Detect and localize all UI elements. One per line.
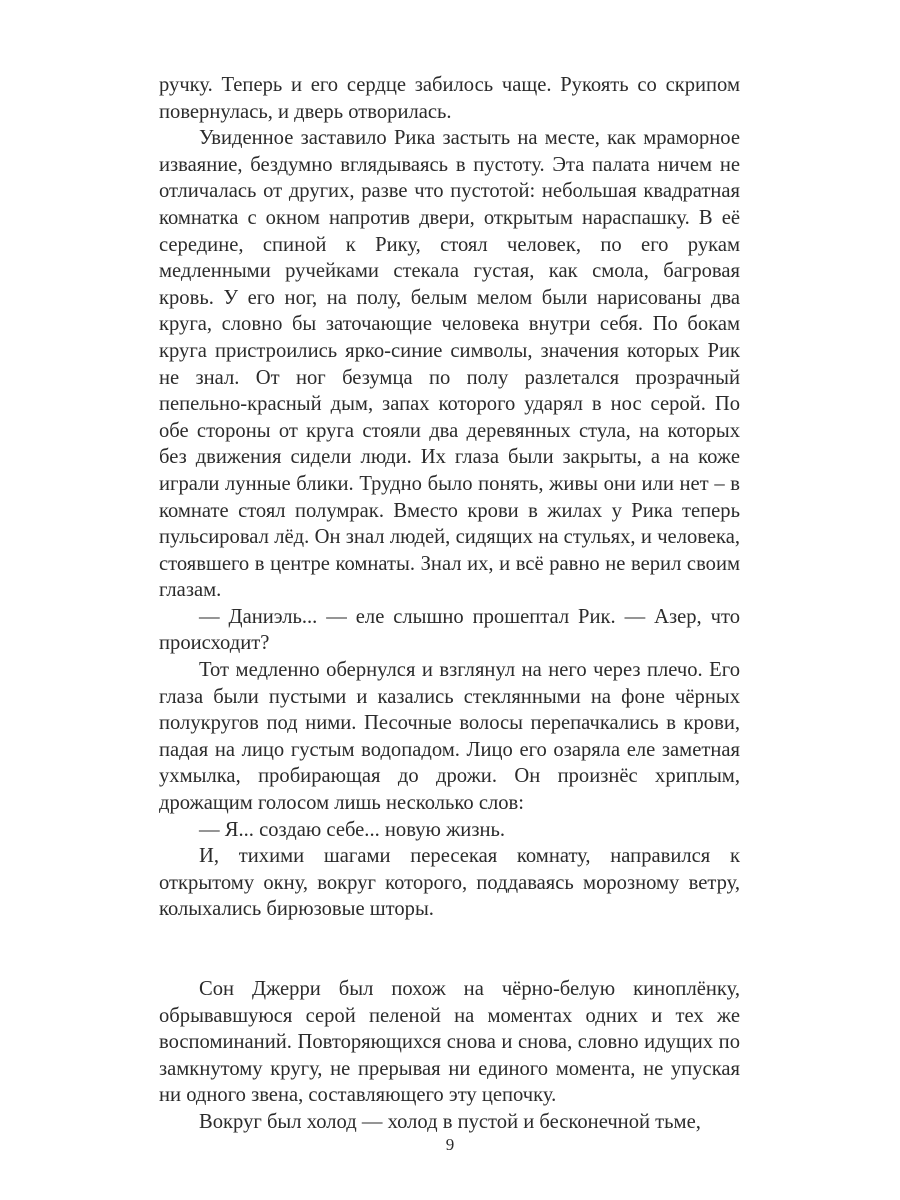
page-number: 9 (445, 1135, 455, 1154)
paragraph-cold: Вокруг был холод — холод в пустой и бесконечной тьме, (199, 1110, 701, 1133)
paragraph-dialogue-rick: — Даниэль... — еле слышно прошептал Рик. — Азер, что происходит? (159, 605, 740, 655)
paragraph-jerry-dream: Сон Джерри был похож на чёрно-белую киноплёнку, обрывавшуюся серой пеленой на моментах одних и тех же воспоминаний. Повторяющихся снова и снова, словно идущих по замкнутому кругу, не прерывая ни единого момента, не упуская ни одного звена, составляющего эту цепочку. (159, 978, 740, 1107)
paragraph-continuation: ручку. Теперь и его сердце забилось чаще. Рукоять со скрипом повернулась, и дверь отворилась. (159, 74, 740, 123)
paragraph-dialogue-new-life: — Я... создаю себе... новую жизнь. (199, 818, 506, 841)
paragraph-to-window: И, тихими шагами пересекая комнату, направился к открытому окну, вокруг которого, поддаваясь морозному ветру, колыхались бирюзовые шторы. (159, 845, 740, 921)
paragraph-turn-around: Тот медленно обернулся и взглянул на него через плечо. Его глаза были пустыми и казались стеклянными на фоне чёрных полукругов под ними. Песочные волосы перепачкались в крови, падая на лицо густым водопадом. Лицо его озаряла еле заметная ухмылка, пробирающая до дрожи. Он произнёс хриплым, дрожащим голосом лишь несколько слов: (159, 659, 740, 815)
paragraph-room-description: Увиденное заставило Рика застыть на месте, как мраморное изваяние, бездумно вглядываясь в пустоту. Эта палата ничем не отличалась от других, разве что пустотой: небольшая квадратная комнатка с окном напротив двери, открытым нараспашку. В её середине, спиной к Рику, стоял человек, по его рукам медленными ручейками стекала густая, как смола, багровая кровь. У его ног, на полу, белым мелом были нарисованы два круга, словно бы заточающие человека внутри себя. По бокам круга пристроились ярко-синие символы, значения которых Рик не знал. От ног безумца по полу разлетался прозрачный пепельно-красный дым, запах которого ударял в нос серой. По обе стороны от круга стояли два деревянных стула, на которых без движения сидели люди. Их глаза были закрыты, а на коже играли лунные блики. Трудно было понять, живы они или нет – в комнате стоял полумрак. Вместо крови в жилах у Рика теперь пульсировал лёд. Он знал людей, сидящих на стульях, и человека, стоявшего в центре комнаты. Знал их, и всё равно не верил своим глазам. (159, 127, 740, 602)
page-body (159, 72, 740, 1136)
